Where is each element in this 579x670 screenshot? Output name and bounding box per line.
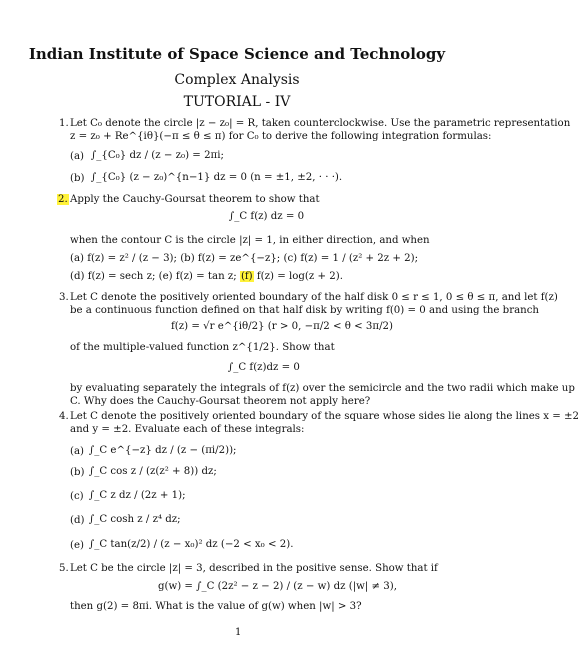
problem-1-part-a-formula: ∫_{C₀} dz / (z − z₀) = 2πi; [91, 150, 224, 161]
problem-1-part-b-label: (b) [70, 173, 85, 184]
problem-2-parts-line-1: (a) f(z) = z² / (z − 3); (b) f(z) = ze^{−z}; (c) f(z) = 1 / (z² + 2z + 2); [70, 253, 419, 264]
tutorial-title: TUTORIAL - IV [183, 94, 291, 110]
problem-4-part-e-formula: ∫_C tan(z/2) / (z − x₀)² dz (−2 < x₀ < 2). [89, 539, 294, 550]
problem-4-part-a-formula: ∫_C e^{−z} dz / (z − (πi/2)); [89, 445, 237, 456]
problem-5-number: 5. [59, 563, 69, 574]
problem-1-line-1: Let C₀ denote the circle |z − z₀| = R, taken counterclockwise. Use the parametric representation [70, 118, 571, 129]
problem-3-number: 3. [59, 292, 69, 303]
problem-3-display-2: ∫_C f(z)dz = 0 [228, 362, 300, 373]
institution-title: Indian Institute of Space Science and Technology [28, 45, 446, 63]
problem-4-part-c-label: (c) [70, 491, 84, 502]
problem-2-parts-de: (d) f(z) = sech z; (e) f(z) = tan z; [70, 271, 240, 282]
problem-4-part-d-label: (d) [70, 515, 85, 526]
problem-4-part-b-label: (b) [70, 467, 85, 478]
problem-2-line-2: when the contour C is the circle |z| = 1, in either direction, and when [70, 235, 430, 246]
problem-3-line-3: of the multiple-valued function z^{1/2}. Show that [70, 342, 335, 353]
problem-4-part-b-formula: ∫_C cos z / (z(z² + 8)) dz; [89, 466, 217, 477]
problem-2-display: ∫_C f(z) dz = 0 [229, 211, 305, 222]
problem-2-parts-line-2 [70, 270, 343, 283]
problem-3-display-1: f(z) = √r e^{iθ/2} (r > 0, −π/2 < θ < 3π/2) [171, 321, 393, 332]
problem-5-display: g(w) = ∫_C (2z² − z − 2) / (z − w) dz (|w| ≠ 3), [158, 581, 397, 592]
page-number: 1 [235, 627, 242, 638]
course-title: Complex Analysis [174, 72, 300, 88]
problem-4-line-2: and y = ±2. Evaluate each of these integrals: [70, 424, 305, 435]
problem-3-line-1: Let C denote the positively oriented boundary of the half disk 0 ≤ r ≤ 1, 0 ≤ θ ≤ π, and let f(z) [70, 292, 558, 303]
problem-1-line-2: z = z₀ + Re^{iθ}(−π ≤ θ ≤ π) for C₀ to derive the following integration formulas: [70, 131, 492, 142]
problem-2-line-1: Apply the Cauchy-Goursat theorem to show that [70, 194, 320, 205]
problem-1-number: 1. [59, 118, 69, 129]
problem-3-line-4: by evaluating separately the integrals of f(z) over the semicircle and the two radii which make up [70, 383, 575, 394]
problem-2-number [57, 193, 69, 206]
problem-1-part-a-label: (a) [70, 151, 85, 162]
problem-2-part-f-highlight: (f) [240, 271, 253, 282]
problem-5-line-2: then g(2) = 8πi. What is the value of g(w) when |w| > 3? [70, 601, 362, 612]
problem-3-line-5: C. Why does the Cauchy-Goursat theorem not apply here? [70, 396, 371, 407]
problem-4-part-a-label: (a) [70, 446, 85, 457]
problem-5-line-1: Let C be the circle |z| = 3, described in the positive sense. Show that if [70, 563, 438, 574]
problem-4-line-1: Let C denote the positively oriented boundary of the square whose sides lie along the lines x = ±2 [70, 411, 579, 422]
problem-4-part-d-formula: ∫_C cosh z / z⁴ dz; [89, 514, 181, 525]
problem-2-part-f-formula: f(z) = log(z + 2). [253, 271, 343, 282]
problem-4-number: 4. [59, 411, 69, 422]
problem-4-part-e-label: (e) [70, 540, 84, 551]
problem-2-number-highlight: 2. [58, 194, 68, 205]
problem-4-part-c-formula: ∫_C z dz / (2z + 1); [89, 490, 186, 501]
problem-1-part-b-formula: ∫_{C₀} (z − z₀)^{n−1} dz = 0 (n = ±1, ±2, · · ·). [91, 172, 343, 183]
problem-3-line-2: be a continuous function defined on that half disk by writing f(0) = 0 and using the branch [70, 305, 539, 316]
